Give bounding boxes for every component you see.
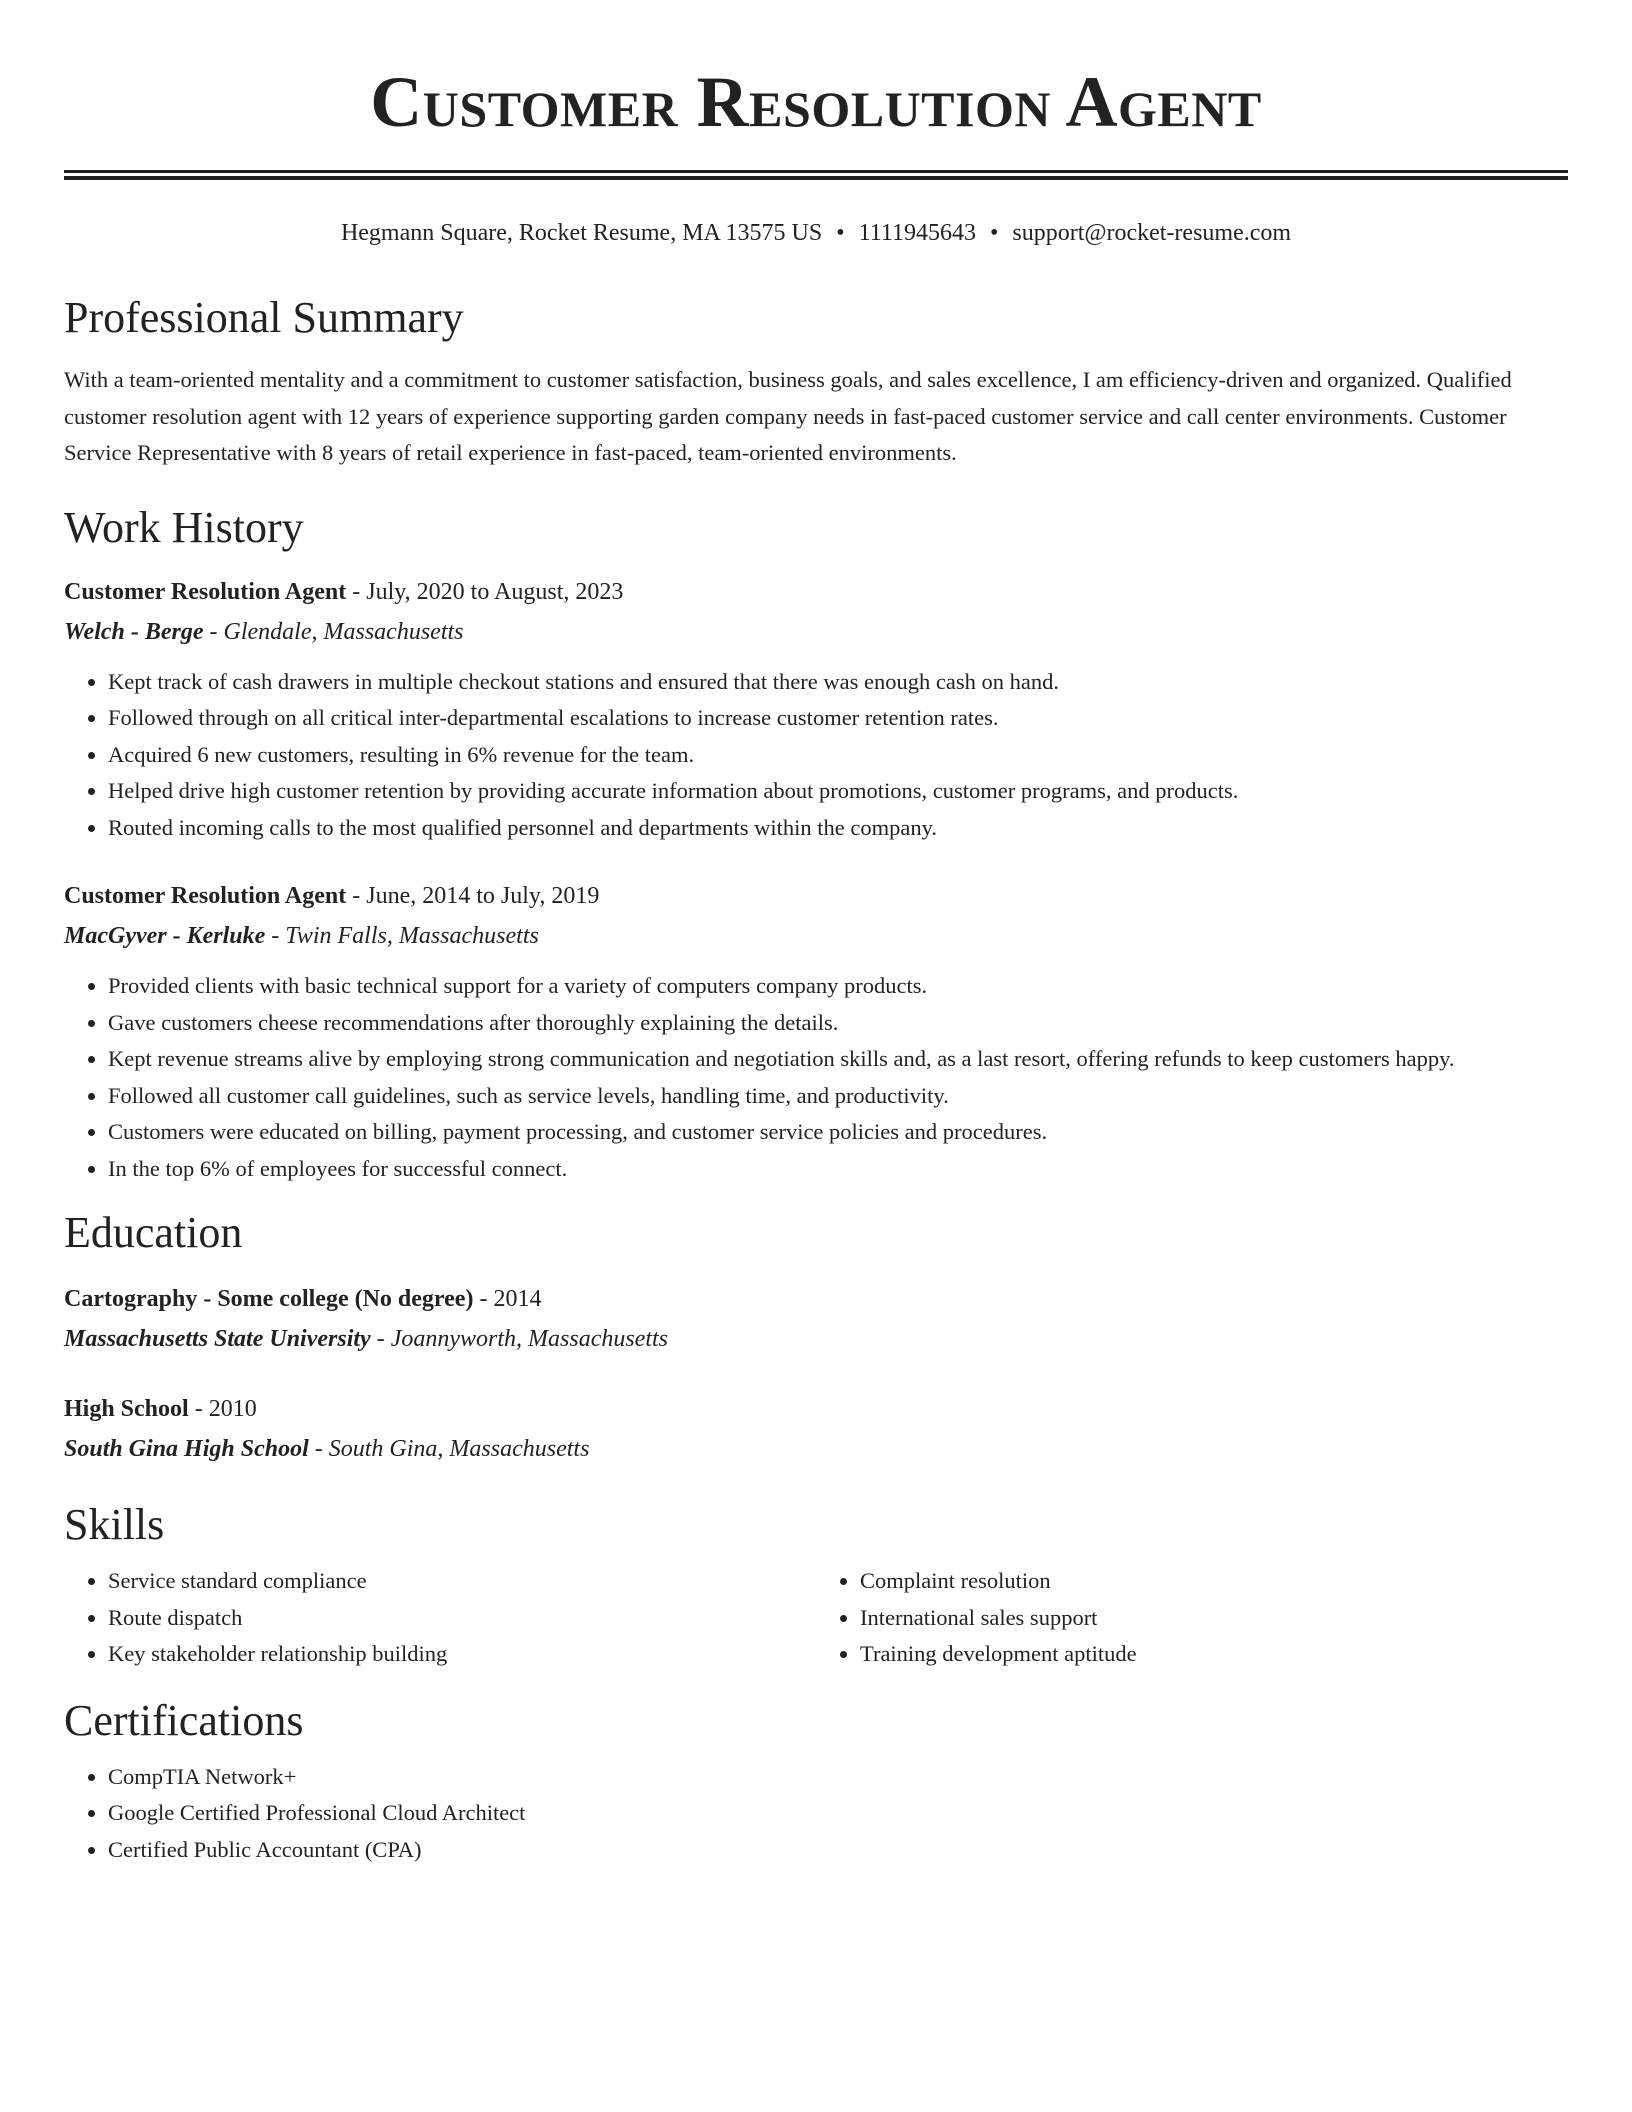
job-entry (64, 876, 1568, 1187)
job-bullets (64, 968, 1568, 1187)
contact-separator: • (989, 220, 999, 246)
job-title-line (64, 876, 1568, 916)
skill-item: • International sales support (860, 1600, 1568, 1637)
job-company: Welch - Berge (64, 618, 204, 645)
education-year: - 2014 (473, 1286, 542, 1312)
job-entry (64, 572, 1568, 847)
education-school-line (64, 1429, 1568, 1469)
job-title: Customer Resolution Agent (64, 883, 347, 909)
job-bullets (64, 664, 1568, 847)
skills-heading: Skills (64, 1500, 165, 1549)
job-bullet: • Gave customers cheese recommendations after thoroughly explaining the details. (108, 1005, 1568, 1042)
job-title-line (64, 572, 1568, 612)
certification-item: • CompTIA Network+ (108, 1759, 1568, 1796)
skills-grid (64, 1563, 1568, 1673)
skill-item: • Complaint resolution (860, 1563, 1568, 1600)
job-bullet: • Kept revenue streams alive by employing strong communication and negotiation skills and, as a last resort, offering refunds to keep customers happy. (108, 1041, 1568, 1078)
skills-list-right (816, 1563, 1568, 1673)
education-location: - South Gina, Massachusetts (308, 1436, 590, 1462)
skill-item: • Key stakeholder relationship building (108, 1636, 816, 1673)
education-heading: Education (64, 1208, 243, 1257)
skill-item: • Training development aptitude (860, 1636, 1568, 1673)
job-bullet: • Helped drive high customer retention by providing accurate information about promotions, customer programs, and products. (108, 773, 1568, 810)
summary-text: With a team-oriented mentality and a commitment to customer satisfaction, business goals, and sales excellence, I am efficiency-driven and organized. Qualified customer resolution agent with 12 years of experience supporting garden company needs in fast-paced customer service and call center environments. Customer Service Representative with 8 years of retail experience in fast-paced, team-oriented environments. (64, 367, 1512, 465)
contact-line (64, 218, 1568, 248)
resume-title: Customer Resolution Agent (370, 62, 1262, 142)
job-location: - Twin Falls, Massachusetts (265, 923, 539, 949)
education-degree-line (64, 1389, 1568, 1429)
summary-heading: Professional Summary (64, 293, 464, 342)
job-company-line (64, 612, 1568, 652)
education-school: South Gina High School (64, 1436, 309, 1462)
skill-item: • Route dispatch (108, 1600, 816, 1637)
job-bullet: • Followed all customer call guidelines, such as service levels, handling time, and productivity. (108, 1078, 1568, 1115)
contact-phone: 1111945643 (858, 220, 976, 246)
certifications-heading: Certifications (64, 1695, 304, 1745)
contact-address: Hegmann Square, Rocket Resume, MA 13575 US (340, 220, 823, 246)
certifications-list (64, 1759, 1568, 1869)
job-bullet: • Provided clients with basic technical support for a variety of computers company products. (108, 968, 1568, 1005)
job-dates: - June, 2014 to July, 2019 (346, 883, 600, 909)
job-company: MacGyver - Kerluke (64, 923, 266, 949)
skills-list-left (64, 1563, 816, 1673)
contact-separator: • (836, 220, 845, 246)
job-bullet: • Followed through on all critical inter-departmental escalations to increase customer retention rates. (108, 700, 1568, 737)
contact-email: support@rocket-resume.com (1012, 220, 1292, 246)
job-bullet: • Kept track of cash drawers in multiple checkout stations and ensured that there was enough cash on hand. (108, 664, 1568, 701)
education-degree-line (64, 1279, 1568, 1319)
job-bullet: • Routed incoming calls to the most qualified personnel and departments within the company. (108, 810, 1568, 847)
title-divider (64, 170, 1568, 180)
job-dates: - July, 2020 to August, 2023 (346, 578, 624, 605)
education-school: Massachusetts State University (64, 1326, 371, 1352)
skill-item: • Service standard compliance (108, 1563, 816, 1600)
job-title: Customer Resolution Agent (64, 578, 347, 605)
education-school-line (64, 1319, 1568, 1359)
education-degree: Cartography - Some college (No degree) (64, 1286, 474, 1312)
education-entry (64, 1279, 1568, 1359)
job-bullet: • Acquired 6 new customers, resulting in 6% revenue for the team. (108, 737, 1568, 774)
education-location: - Joannyworth, Massachusetts (370, 1326, 669, 1352)
certification-item: • Google Certified Professional Cloud Architect (108, 1795, 1568, 1832)
education-degree: High School (64, 1396, 189, 1422)
job-location: - Glendale, Massachusetts (203, 618, 464, 645)
certification-item: • Certified Public Accountant (CPA) (108, 1832, 1568, 1869)
education-entry (64, 1389, 1568, 1469)
job-bullet: • Customers were educated on billing, payment processing, and customer service policies and procedures. (108, 1114, 1568, 1151)
job-company-line (64, 916, 1568, 956)
education-year: - 2010 (188, 1396, 257, 1422)
work-history-heading: Work History (64, 502, 304, 552)
job-bullet: • In the top 6% of employees for successful connect. (108, 1151, 1568, 1188)
